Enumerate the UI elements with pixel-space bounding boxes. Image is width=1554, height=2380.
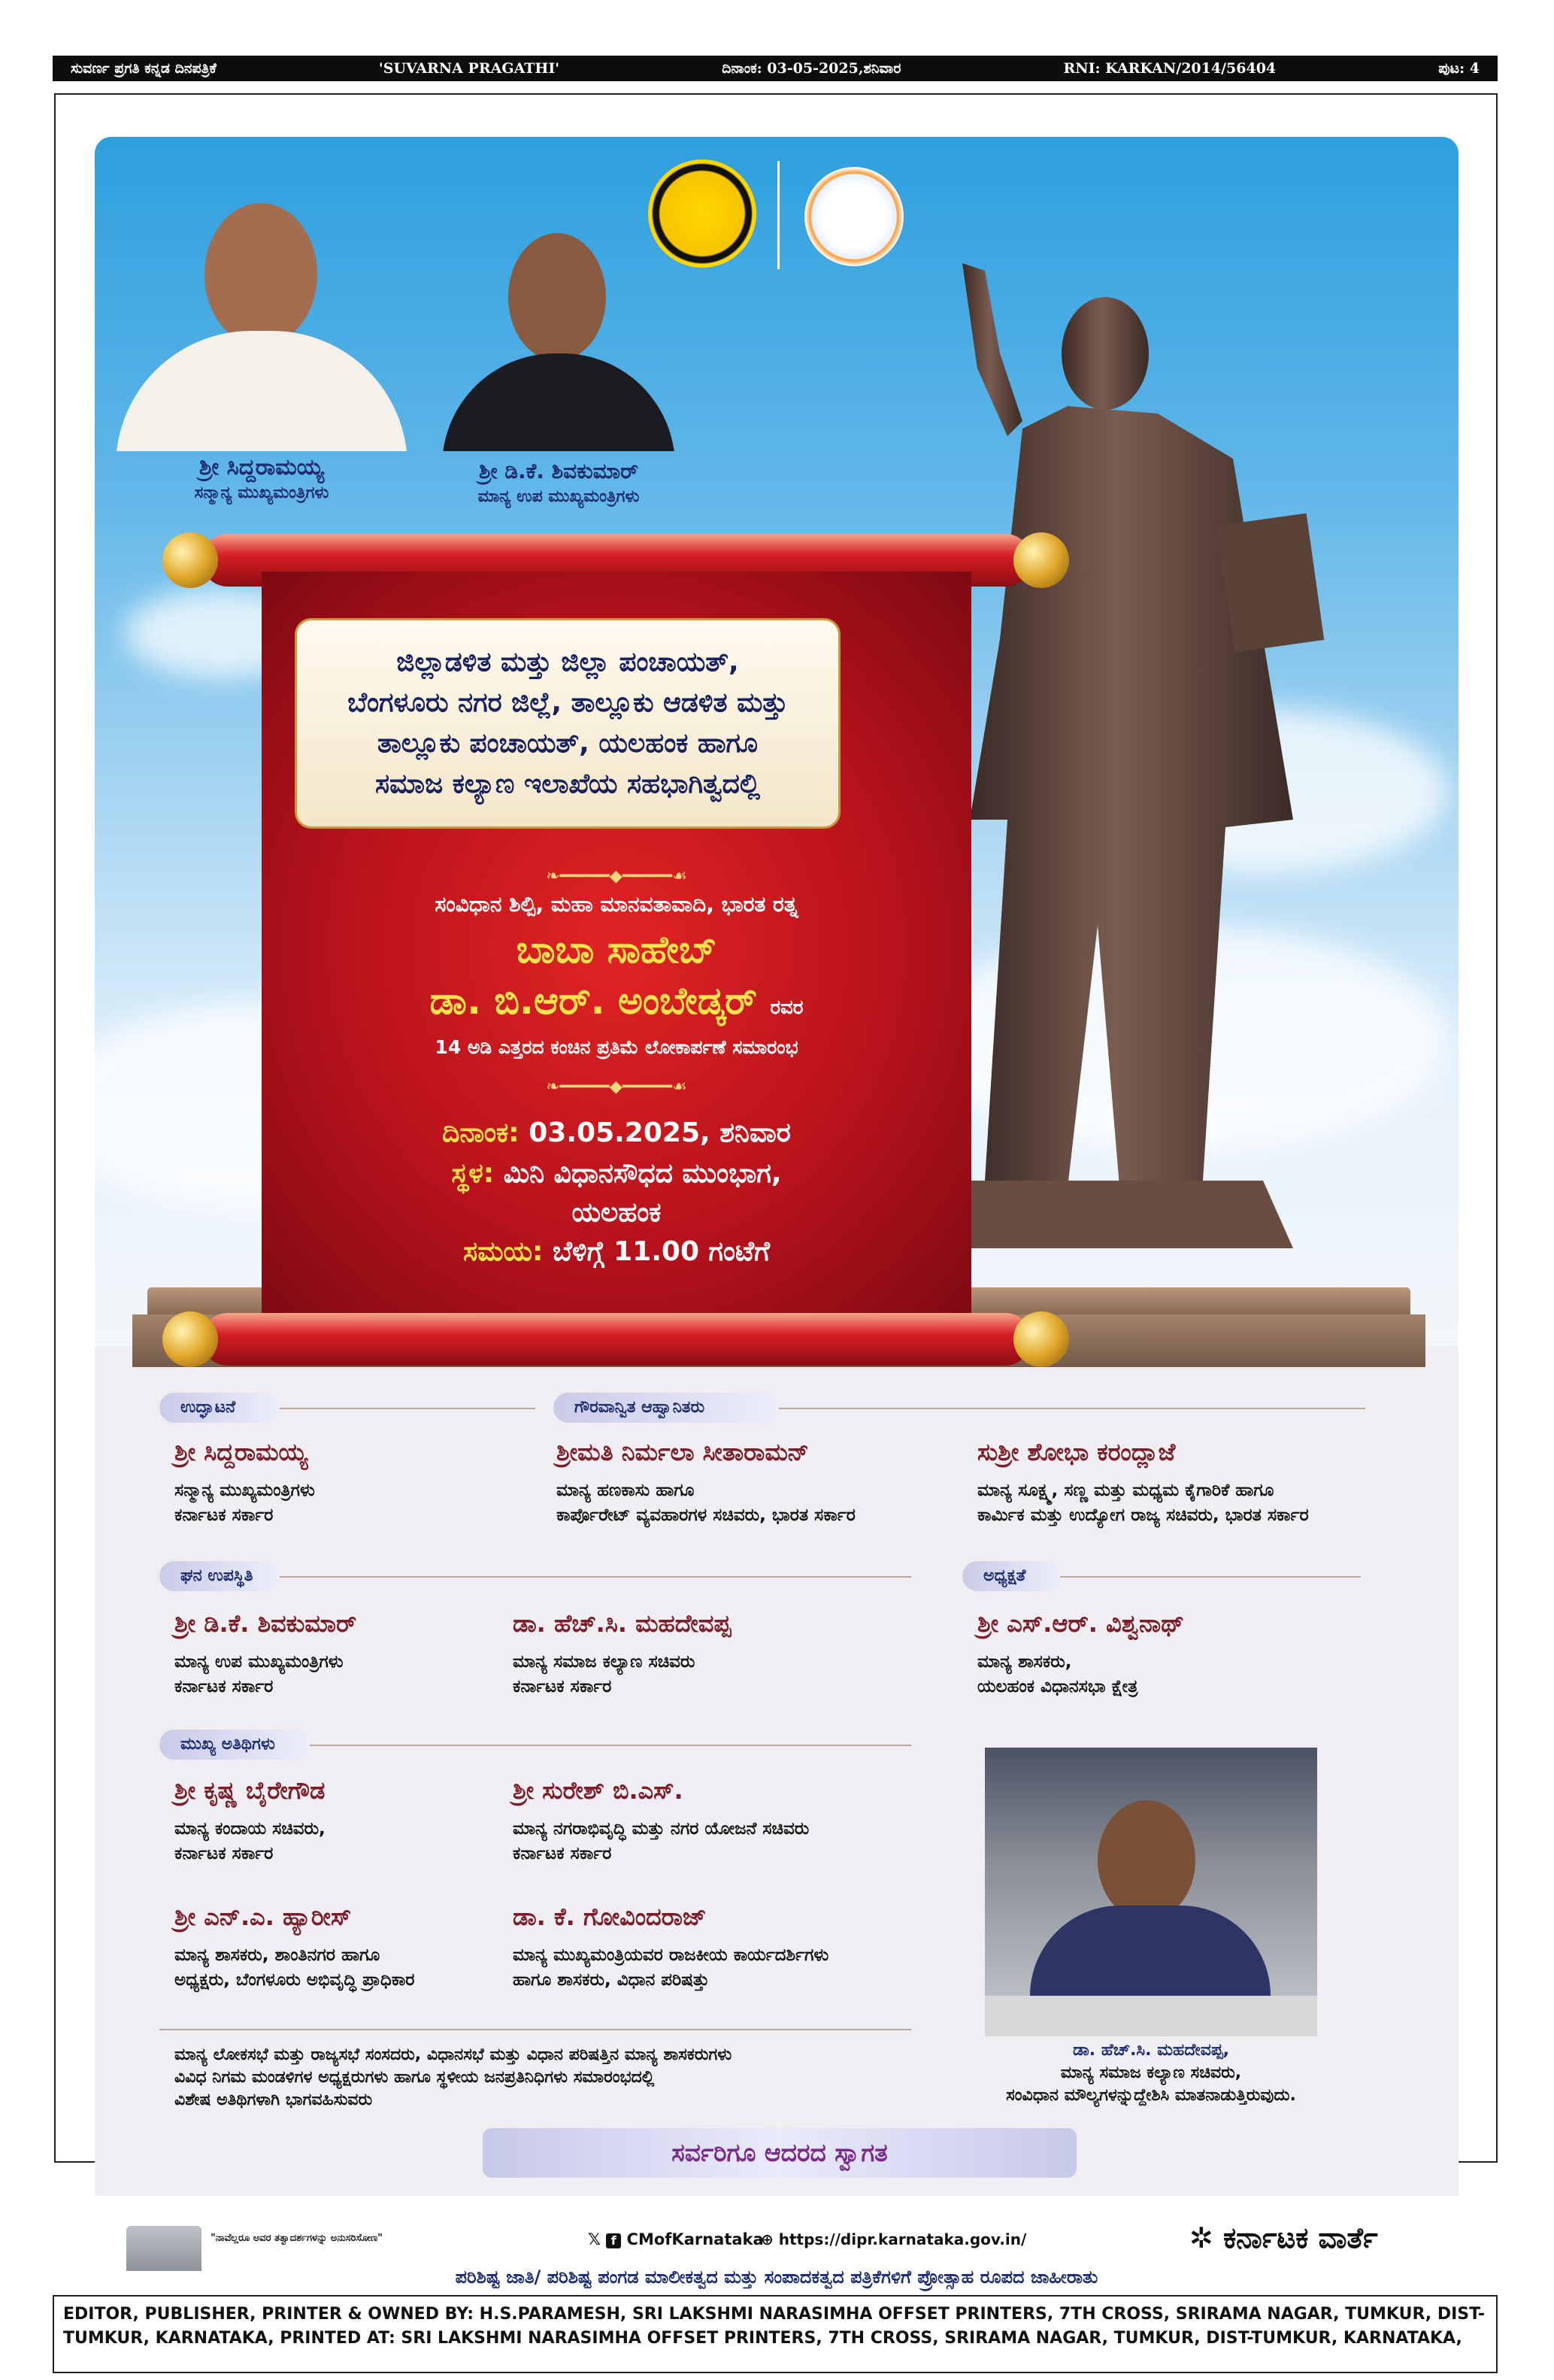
person-name: ಡಾ. ಹೆಚ್.ಸಿ. ಮಹದೇವಪ್ಪ: [513, 1609, 732, 1638]
scroll-knob-bottom-left: [162, 1311, 218, 1367]
person-designation: ಮಾನ್ಯ ನಗರಾಭಿವೃದ್ಧಿ ಮತ್ತು ನಗರ ಯೋಜನೆ ಸಚಿವರು ಕರ್ನಾಟಕ ಸರ್ಕಾರ: [513, 1819, 810, 1863]
partners-box: [295, 618, 841, 829]
person-name: ಶ್ರೀ ಎನ್.ಎ. ಹ್ಯಾರೀಸ್: [174, 1902, 352, 1931]
footer-quote: "ನಾವೆಲ್ಲರೂ ಅವರ ತತ್ವಾದರ್ಶಗಳನ್ನು ಅನುಸರಿಸೋಣ": [211, 2233, 383, 2244]
person-name: ಶ್ರೀ ಎಸ್.ಆರ್. ವಿಶ್ವನಾಥ್: [977, 1609, 1185, 1638]
karnataka-varthe-brand: ✲ ಕರ್ನಾಟಕ ವಾರ್ತೆ: [1189, 2221, 1378, 2254]
ambedkar-name: ಡಾ. ಬಿ.ಆರ್. ಅಂಬೇಡ್ಕರ್: [429, 979, 757, 1023]
place-value: ಮಿನಿ ವಿಧಾನಸೌಧದ ಮುಂಭಾಗ,: [503, 1158, 782, 1189]
person-designation: ಮಾನ್ಯ ಸಮಾಜ ಕಲ್ಯಾಣ ಸಚಿವರು ಕರ್ನಾಟಕ ಸರ್ಕಾರ: [513, 1652, 695, 1696]
person-name: ಡಾ. ಕೆ. ಗೋವಿಂದರಾಜ್: [513, 1902, 707, 1931]
person-name: ಶ್ರೀ ಕೃಷ್ಣ ಬೈರೇಗೌಡ: [174, 1776, 326, 1805]
closing-note: ಮಾನ್ಯ ಲೋಕಸಭೆ ಮತ್ತು ರಾಜ್ಯಸಭೆ ಸಂಸದರು, ವಿಧಾನಸಭೆ ಮತ್ತು ವಿಧಾನ ಪರಿಷತ್ತಿನ ಮಾನ್ಯ ಶಾಸಕರುಗಳು ವಿವಿಧ ನಿಗಮ ಮಂಡಳಿಗಳ ಅಧ್ಯಕ್ಷರುಗಳು ಹಾಗೂ ಸ್ಥಳೀಯ ಜನಪ್ರತಿನಿಧಿಗಳು ಸಮಾರಂಭದಲ್ಲಿ ವಿಶೇಷ ಅತಿಥಿಗಳಾಗಿ ಭಾಗವಹಿಸುವರು: [174, 2045, 732, 2109]
siddaramaiah-portrait: [116, 188, 407, 451]
welcome-banner: ಸರ್ವರಿಗೂ ಆದರದ ಸ್ವಾಗತ: [483, 2128, 1077, 2178]
event-date: [262, 1117, 971, 1149]
print-imprint: EDITOR, PUBLISHER, PRINTER & OWNED BY: H.S.PARAMESH, SRI LAKSHMI NARASIMHA OFFSET PRINTERS, 7TH CROSS, SRIRAMA NAGAR, TUMKUR, DIST-TUMKUR, KARNATAKA, PRINTED AT: SRI LAKSHMI NARASIMHA OFFSET PRINTERS, 7TH CROSS, SRIRAMA NAGAR, TUMKUR, DIST-TUMKUR, KARNATAKA,: [53, 2295, 1498, 2373]
x-icon: 𝕏: [588, 2230, 601, 2248]
masthead-date: ದಿನಾಂಕ: 03-05-2025,ಶನಿವಾರ: [722, 60, 901, 77]
place-label: ಸ್ಥಳ:: [451, 1158, 495, 1189]
event-place-line2: ಯಲಹಂಕ: [571, 1197, 662, 1228]
time-value: ಬೆಳಿಗ್ಗೆ 11.00 ಗಂಟೆಗೆ: [552, 1236, 770, 1267]
partners-line: ತಾಲ್ಲೂಕು ಪಂಚಾಯತ್, ಯಲಹಂಕ ಹಾಗೂ: [377, 728, 758, 759]
ambedkar-epithet: ಸಂವಿಧಾನ ಶಿಲ್ಪಿ, ಮಹಾ ಮಾನವತಾವಾದಿ, ಭಾರತ ರತ್ನ: [435, 892, 798, 917]
partners-line: ಬೆಂಗಳೂರು ನಗರ ಜಿಲ್ಲೆ, ತಾಲ್ಲೂಕು ಆಡಳಿತ ಮತ್ತು: [347, 687, 788, 718]
person-name: ಶ್ರೀ ಸಿದ್ದರಾಮಯ್ಯ: [174, 1438, 308, 1466]
person-designation: ಮಾನ್ಯ ಉಪ ಮುಖ್ಯಮಂತ್ರಿಗಳು ಕರ್ನಾಟಕ ಸರ್ಕಾರ: [174, 1652, 344, 1696]
partners-line: ಜಿಲ್ಲಾಡಳಿತ ಮತ್ತು ಜಿಲ್ಲಾ ಪಂಚಾಯತ್,: [396, 647, 739, 678]
varthe-logo-icon: ✲: [1189, 2221, 1213, 2254]
person-designation: ಮಾನ್ಯ ಮುಖ್ಯಮಂತ್ರಿಯವರ ರಾಜಕೀಯ ಕಾರ್ಯದರ್ಶಿಗಳು ಹಾಗೂ ಶಾಸಕರು, ವಿಧಾನ ಪರಿಷತ್ತು: [513, 1945, 829, 1990]
masthead-tagline: ಸುವರ್ಣ ಪ್ರಗತಿ ಕನ್ನಡ ದಿನಪತ್ರಿಕೆ: [71, 60, 217, 77]
event-description: 14 ಅಡಿ ಎತ್ತರದ ಕಂಚಿನ ಪ್ರತಿಮೆ ಲೋಕಾರ್ಪಣೆ ಸಮಾರಂಭ: [435, 1036, 798, 1058]
leader-title-shivakumar: ಮಾನ್ಯ ಉಪ ಮುಖ್ಯಮಂತ್ರಿಗಳು: [477, 487, 640, 506]
globe-icon: ⊕: [761, 2230, 774, 2248]
section-inauguration: ಉದ್ಘಾಟನೆ: [159, 1393, 280, 1423]
section-honored-invitees: ಗೌರವಾನ್ವಿತ ಆಹ್ವಾನಿತರು: [553, 1393, 779, 1423]
leader-title-siddaramaiah: ಸನ್ಮಾನ್ಯ ಮುಖ್ಯಮಂತ್ರಿಗಳು: [194, 484, 329, 502]
scroll-knob-top-right: [1013, 532, 1069, 588]
date-label: ದಿನಾಂಕ:: [442, 1117, 520, 1148]
person-designation: ಮಾನ್ಯ ಕಂದಾಯ ಸಚಿವರು, ಕರ್ನಾಟಕ ಸರ್ಕಾರ: [174, 1819, 326, 1863]
person-name: ಶ್ರೀ ಸುರೇಶ್ ಬಿ.ಎಸ್.: [513, 1776, 683, 1805]
person-designation: ಮಾನ್ಯ ಶಾಸಕರು, ಶಾಂತಿನಗರ ಹಾಗೂ ಅಧ್ಯಕ್ಷರು, ಬೆಂಗಳೂರು ಅಭಿವೃದ್ಧಿ ಪ್ರಾಧಿಕಾರ: [174, 1945, 415, 1990]
masthead-bar: [53, 56, 1498, 81]
event-title-line1: ಬಾಬಾ ಸಾಹೇಬ್: [516, 928, 717, 972]
person-name: ಶ್ರೀಮತಿ ನಿರ್ಮಲಾ ಸೀತಾರಾಮನ್: [556, 1438, 809, 1466]
scroll-bottom-rod: [201, 1313, 1031, 1366]
section-presence: ಘನ ಉಪಸ್ಥಿತಿ: [159, 1561, 280, 1591]
leader-name-shivakumar: ಶ್ರೀ ಡಿ.ಕೆ. ಶಿವಕುಮಾರ್: [479, 459, 638, 484]
event-place: [262, 1158, 971, 1190]
person-designation: ಮಾನ್ಯ ಶಾಸಕರು, ಯಲಹಂಕ ವಿಧಾನಸಭಾ ಕ್ಷೇತ್ರ: [977, 1652, 1138, 1696]
dk-shivakumar-portrait: [442, 226, 675, 451]
ornament-divider-top: ❧━━━━━◆━━━━━☙: [546, 867, 687, 886]
social-handle: 𝕏 f CMofKarnataka: [588, 2230, 764, 2248]
masthead-paper-name: 'SUVARNA PRAGATHI': [378, 60, 560, 77]
section-rule: [280, 1576, 911, 1578]
ambedkar-name-suffix: ರವರ: [770, 996, 804, 1019]
leader-name-siddaramaiah: ಶ್ರೀ ಸಿದ್ದರಾಮಯ್ಯ: [198, 454, 325, 481]
masthead-page-number: ಪುಟ: 4: [1438, 60, 1480, 77]
time-label: ಸಮಯ:: [463, 1236, 544, 1267]
section-rule: [1060, 1576, 1361, 1578]
section-rule: [280, 1408, 535, 1409]
partners-line: ಸಮಾಜ ಕಲ್ಯಾಣ ಇಲಾಖೆಯ ಸಹಭಾಗಿತ್ವದಲ್ಲಿ: [374, 769, 761, 799]
emblem-divider: [777, 161, 780, 269]
scroll-knob-top-left: [162, 532, 218, 588]
sc-st-newspaper-note: ಪರಿಶಿಷ್ಟ ಜಾತಿ/ ಪರಿಶಿಷ್ಟ ಪಂಗಡ ಮಾಲೀಕತ್ವದ ಮತ್ತು ಸಂಪಾದಕತ್ವದ ಪತ್ರಿಕೆಗಳಿಗೆ ಪ್ರೋತ್ಸಾಹ ರೂಪದ ಜಾಹೀರಾತು: [455, 2266, 1098, 2288]
section-presidency: ಅಧ್ಯಕ್ಷತೆ: [962, 1561, 1060, 1591]
date-value: 03.05.2025, ಶನಿವಾರ: [529, 1117, 791, 1148]
person-name: ಶ್ರೀ ಡಿ.ಕೆ. ಶಿವಕುಮಾರ್: [174, 1609, 357, 1638]
person-designation: ಮಾನ್ಯ ಸೂಕ್ಷ್ಮ, ಸಣ್ಣ ಮತ್ತು ಮಧ್ಯಮ ಕೈಗಾರಿಕೆ ಹಾಗೂ ಕಾರ್ಮಿಕ ಮತ್ತು ಉದ್ಯೋಗ ರಾಜ್ಯ ಸಚಿವರು, ಭಾರತ ಸರ್ಕಾರ: [977, 1481, 1309, 1525]
scroll-knob-bottom-right: [1013, 1311, 1069, 1367]
section-rule: [159, 2029, 911, 2030]
section-rule: [779, 1408, 1365, 1409]
person-designation: ಸನ್ಮಾನ್ಯ ಮುಖ್ಯಮಂತ್ರಿಗಳು ಕರ್ನಾಟಕ ಸರ್ಕಾರ: [174, 1481, 315, 1525]
person-name: ಸುಶ್ರೀ ಶೋಭಾ ಕರಂದ್ಲಾಜೆ: [977, 1438, 1176, 1466]
event-title-line2: [262, 979, 971, 1023]
vidhana-soudha-icon: [126, 2226, 201, 2271]
photo-caption: ಡಾ. ಹೆಚ್.ಸಿ. ಮಹದೇವಪ್ಪ, ಮಾನ್ಯ ಸಮಾಜ ಕಲ್ಯಾಣ ಸಚಿವರು, ಸಂವಿಧಾನ ಮೌಲ್ಯಗಳನ್ನುದ್ದೇಶಿಸಿ ಮಾತನಾಡುತ್ತಿರುವುದು.: [1006, 2041, 1296, 2105]
masthead-rni: RNI: KARKAN/2014/56404: [1063, 60, 1277, 77]
ornament-divider-bottom: ❧━━━━━◆━━━━━☙: [546, 1078, 687, 1096]
dipr-website-link[interactable]: ⊕ https://dipr.karnataka.gov.in/: [761, 2230, 1027, 2248]
event-time: [262, 1236, 971, 1268]
person-designation: ಮಾನ್ಯ ಹಣಕಾಸು ಹಾಗೂ ಕಾರ್ಪೊರೇಟ್ ವ್ಯವಹಾರಗಳ ಸಚಿವರು, ಭಾರತ ಸರ್ಕಾರ: [556, 1481, 856, 1525]
mahadevappa-speaking-photo: [985, 1748, 1317, 2036]
facebook-icon: f: [606, 2233, 621, 2248]
section-chief-guests: ಮುಖ್ಯ ಅತಿಥಿಗಳು: [159, 1730, 310, 1760]
section-rule: [310, 1745, 911, 1746]
